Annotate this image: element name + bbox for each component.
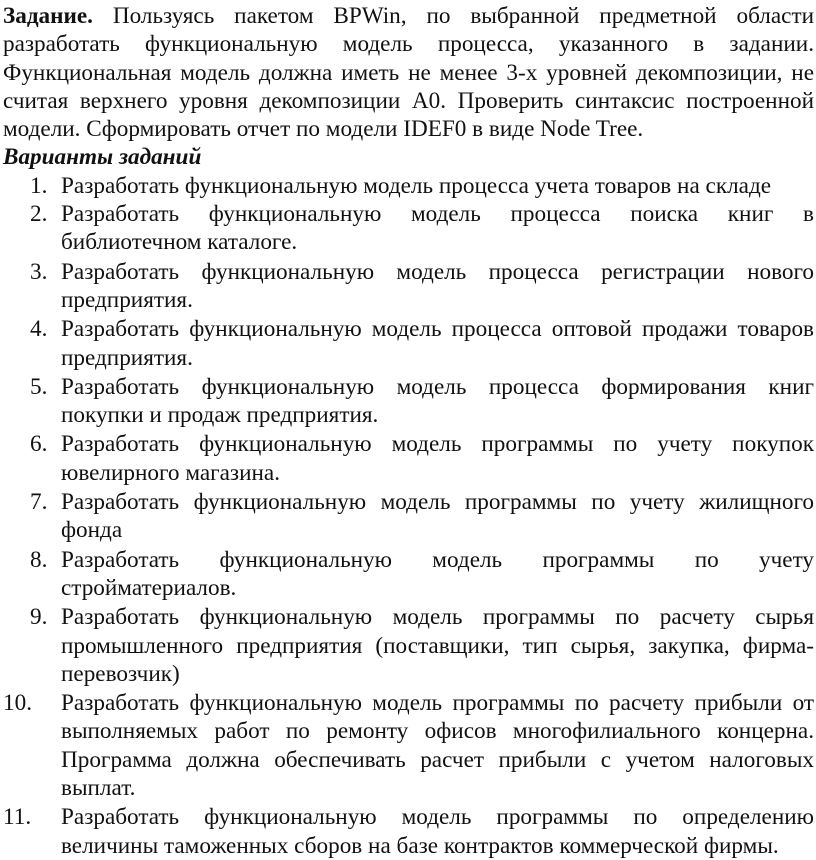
variant-item-6 [3, 430, 814, 487]
variant-number: 9. [30, 604, 48, 631]
task-text: Пользуясь пакетом BPWin, по выбранной предметной области разработать функциональную модель процесса, указанного в задании. Функциональная модель должна иметь не менее 3-х уровней декомпозиции, не считая верхнего уровня декомпозиции A0. Проверить синтаксис построенной модели. Сформировать отчет по модели IDEF0 в виде Node Tree. [3, 3, 814, 143]
variant-number: 1. [30, 172, 48, 199]
document-page [3, 0, 814, 860]
variant-item-2 [3, 200, 814, 257]
variant-item-7 [3, 488, 814, 545]
task-label: Задание. [3, 3, 93, 29]
variant-text: Разработать функциональную модель процесса формирования книг покупки и продаж предприятия. [61, 373, 814, 429]
variant-text: Разработать функциональную модель процесса поиска книг в библиотечном каталоге. [61, 201, 814, 256]
variant-number: 3. [30, 258, 48, 285]
variant-text: Разработать функциональную модель процесса учета товаров на складе [61, 172, 772, 199]
variant-text: Разработать функциональную модель программы по расчету прибыли от выполняемых работ по ремонту офисов многофилиального концерна. Программа должна обеспечивать расчет прибыли с учетом налоговых выплат. [61, 690, 814, 802]
variant-item-9 [3, 603, 814, 688]
variant-number: 8. [30, 546, 48, 573]
variants-heading: Варианты заданий [3, 144, 202, 171]
variant-item-3 [3, 258, 814, 315]
variant-item-4 [3, 315, 814, 372]
variant-item-1 [3, 172, 814, 200]
task-paragraph [3, 2, 814, 143]
variant-item-8 [3, 546, 814, 603]
variant-text: Разработать функциональную модель программы по учету стройматериалов. [61, 546, 814, 601]
variant-number: 7. [30, 489, 48, 516]
variant-number: 10. [3, 690, 32, 717]
variant-number: 5. [30, 373, 48, 400]
variant-item-11 [3, 803, 814, 860]
variant-text: Разработать функциональную модель процесса регистрации нового предприятия. [61, 258, 814, 313]
variant-number: 2. [30, 201, 48, 228]
variant-text: Разработать функциональную модель программы по определению величины таможенных сборов на базе контрактов коммерческой фирмы. [61, 804, 814, 859]
variant-number: 4. [30, 316, 48, 343]
variant-item-5 [3, 373, 814, 430]
variant-number: 11. [3, 804, 32, 831]
variant-number: 6. [30, 431, 48, 458]
variant-text: Разработать функциональную модель программы по учету покупок ювелирного магазина. [61, 431, 814, 486]
variant-item-10 [3, 689, 814, 802]
variant-text: Разработать функциональную модель процесса оптовой продажи товаров предприятия. [61, 316, 814, 371]
variants-list [3, 172, 814, 860]
variant-text: Разработать функциональную модель программы по учету жилищного фонда [61, 489, 814, 544]
variant-text: Разработать функциональную модель программы по расчету сырья промышленного предприятия (поставщики, тип сырья, закупка, фирма-перевозчик) [61, 604, 814, 687]
